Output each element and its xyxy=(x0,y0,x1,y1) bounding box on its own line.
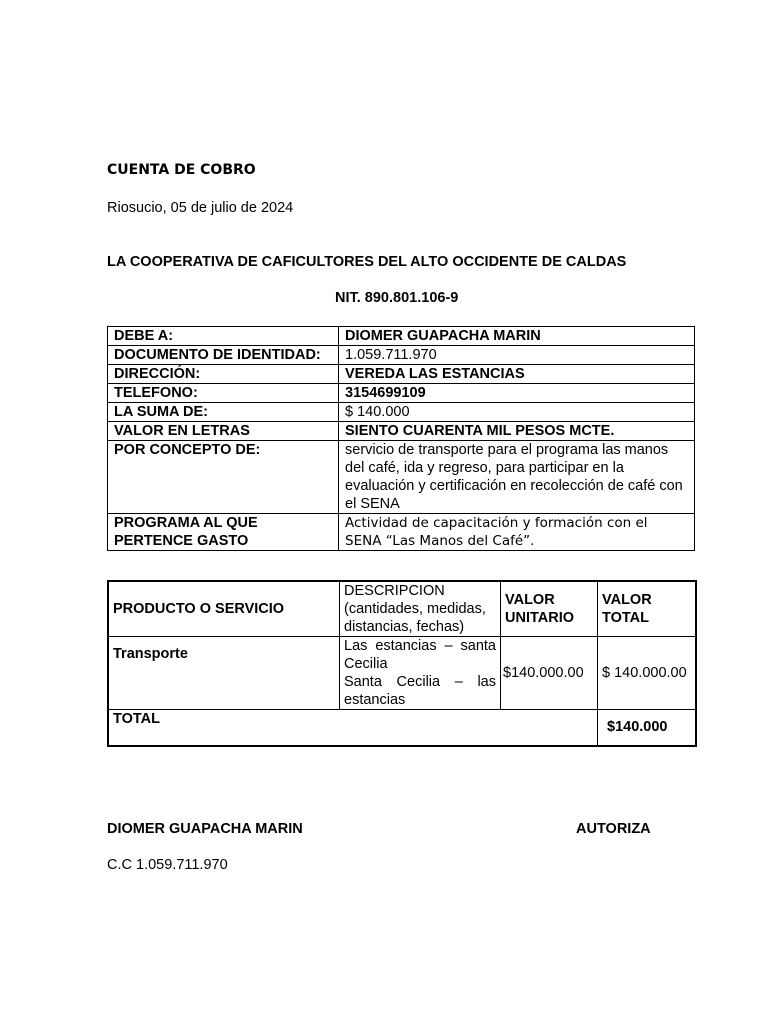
document-title: CUENTA DE COBRO xyxy=(107,162,256,178)
header-total-line: TOTAL xyxy=(602,610,649,626)
table-row xyxy=(108,346,695,365)
header-unit-value xyxy=(501,581,598,637)
item-description-line: Las estancias – santa xyxy=(344,638,496,654)
table-row xyxy=(108,365,695,384)
item-description-line: estancias xyxy=(344,692,406,708)
row-value: 1.059.711.970 xyxy=(339,346,695,365)
header-description-sub: (cantidades, medidas, distancias, fechas) xyxy=(344,601,486,635)
total-value: $140.000 xyxy=(598,710,697,746)
header-description xyxy=(340,581,501,637)
header-unit-line: VALOR xyxy=(505,592,555,608)
total-label: TOTAL xyxy=(108,710,598,746)
header-unit-line: UNITARIO xyxy=(505,610,575,626)
total-row xyxy=(108,710,696,746)
item-product: Transporte xyxy=(108,637,340,710)
row-value: SIENTO CUARENTA MIL PESOS MCTE. xyxy=(339,422,695,441)
organization-nit: NIT. 890.801.106-9 xyxy=(335,290,459,306)
row-label: DOCUMENTO DE IDENTIDAD: xyxy=(108,346,339,365)
item-total-value: $ 140.000.00 xyxy=(598,637,697,710)
table-row xyxy=(108,441,695,514)
row-value: 3154699109 xyxy=(339,384,695,403)
item-unit-value: $140.000.00 xyxy=(501,637,598,710)
authorizes-label: AUTORIZA xyxy=(576,821,651,837)
row-value: Actividad de capacitación y formación con el SENA “Las Manos del Café”. xyxy=(339,514,695,551)
billing-info-table xyxy=(107,326,695,551)
header-product: PRODUCTO O SERVICIO xyxy=(108,581,340,637)
table-row xyxy=(108,384,695,403)
header-description-title: DESCRIPCION xyxy=(344,583,445,599)
row-value: $ 140.000 xyxy=(339,403,695,422)
signer-id: C.C 1.059.711.970 xyxy=(107,857,228,873)
table-header-row xyxy=(108,581,696,637)
table-row xyxy=(108,514,695,551)
row-label-line: PERTENCE GASTO xyxy=(114,533,249,549)
row-value: VEREDA LAS ESTANCIAS xyxy=(339,365,695,384)
items-table xyxy=(107,580,697,747)
table-row xyxy=(108,422,695,441)
row-label: DEBE A: xyxy=(108,327,339,346)
row-value: servicio de transporte para el programa las manos del café, ida y regreso, para participar en la evaluación y certificación en recolección de café con el SENA xyxy=(339,441,695,514)
table-row xyxy=(108,327,695,346)
header-total-line: VALOR xyxy=(602,592,652,608)
table-row xyxy=(108,637,696,710)
row-label: TELEFONO: xyxy=(108,384,339,403)
row-label xyxy=(108,514,339,551)
organization-name: LA COOPERATIVA DE CAFICULTORES DEL ALTO OCCIDENTE DE CALDAS xyxy=(107,254,627,270)
signer-name: DIOMER GUAPACHA MARIN xyxy=(107,821,303,837)
row-label-line: PROGRAMA AL QUE xyxy=(114,515,258,531)
item-description-line: Cecilia xyxy=(344,656,388,672)
date-line: Riosucio, 05 de julio de 2024 xyxy=(107,200,294,216)
item-description-line: Santa Cecilia – las xyxy=(344,674,496,690)
row-label: POR CONCEPTO DE: xyxy=(108,441,339,514)
row-label: LA SUMA DE: xyxy=(108,403,339,422)
row-label: DIRECCIÓN: xyxy=(108,365,339,384)
row-label: VALOR EN LETRAS xyxy=(108,422,339,441)
header-total-value xyxy=(598,581,697,637)
row-value: DIOMER GUAPACHA MARIN xyxy=(339,327,695,346)
table-row xyxy=(108,403,695,422)
item-description xyxy=(340,637,501,710)
